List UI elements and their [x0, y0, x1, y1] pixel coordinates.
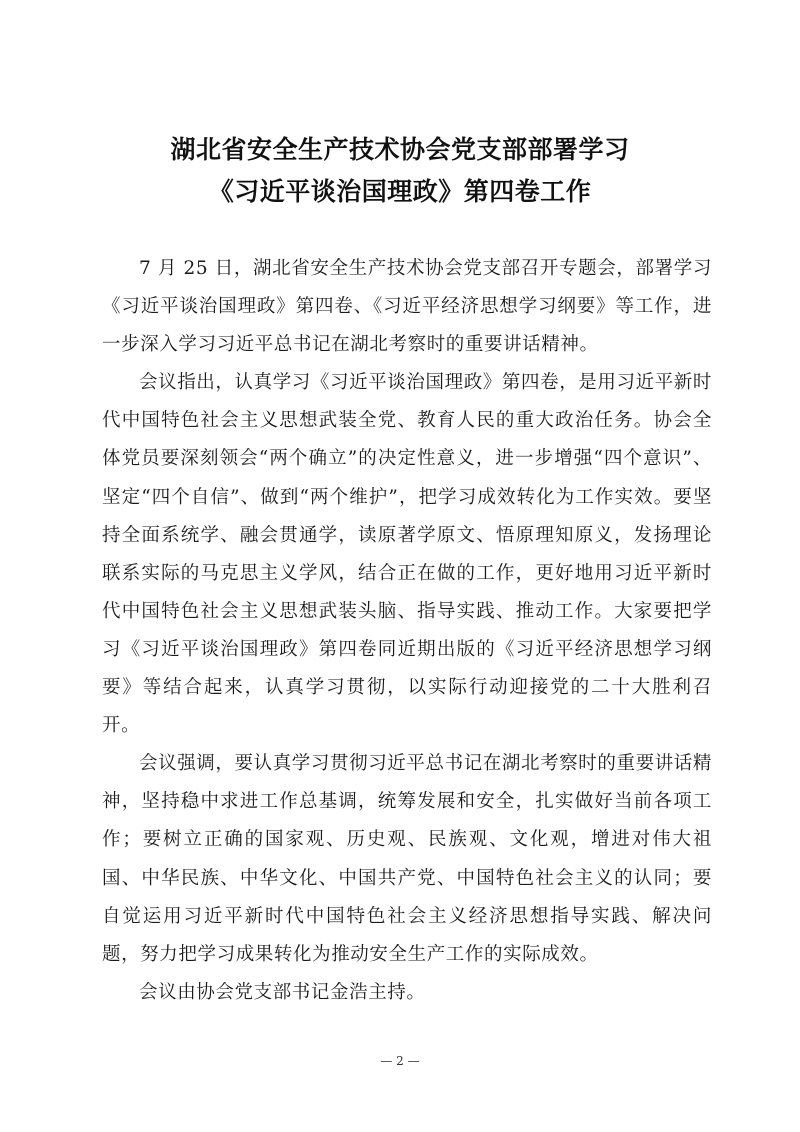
paragraph-3: 会议强调，要认真学习贯彻习近平总书记在湖北考察时的重要讲话精神，坚持稳中求进工作总基调，统筹发展和安全，扎实做好当前各项工作；要树立正确的国家观、历史观、民族观、文化观，增进对伟大祖国、中华民族、中华文化、中国共产党、中国特色社会主义的认同；要自觉运用习近平新时代中国特色社会主义经济思想指导实践、解决问题，努力把学习成果转化为推动安全生产工作的实际成效。: [102, 753, 713, 965]
document-body: [102, 250, 712, 1012]
paragraph-1: 7 月 25 日，湖北省安全生产技术协会党支部召开专题会，部署学习《习近平谈治国理政》第四卷、《习近平经济思想学习纲要》等工作，进一步深入学习习近平总书记在湖北考察时的重要讲话精神。: [102, 258, 712, 356]
paragraph-2: 会议指出，认真学习《习近平谈治国理政》第四卷，是用习近平新时代中国特色社会主义思想武装全党、教育人民的重大政治任务。协会全体党员要深刻领会“两个确立”的决定性意义，进一步增强“四个意识”、坚定“四个自信”、做到“两个维护”，把学习成效转化为工作实效。要坚持全面系统学、融会贯通学，读原著学原文、悟原理知原义，发扬理论联系实际的马克思主义学风，结合正在做的工作，更好地用习近平新时代中国特色社会主义思想武装头脑、指导实践、推动工作。大家要把学习《习近平谈治国理政》第四卷同近期出版的《习近平经济思想学习纲要》等结合起来，认真学习贯彻，以实际行动迎接党的二十大胜利召开。: [102, 372, 713, 737]
document-title-line-2: 《习近平谈治国理政》第四卷工作: [208, 177, 592, 206]
document-title-line-1: 湖北省安全生产技术协会党支部部署学习: [170, 135, 630, 164]
page-number: — 2 —: [380, 1054, 420, 1068]
paragraph-4: 会议由协会党支部书记金浩主持。: [139, 981, 426, 1003]
